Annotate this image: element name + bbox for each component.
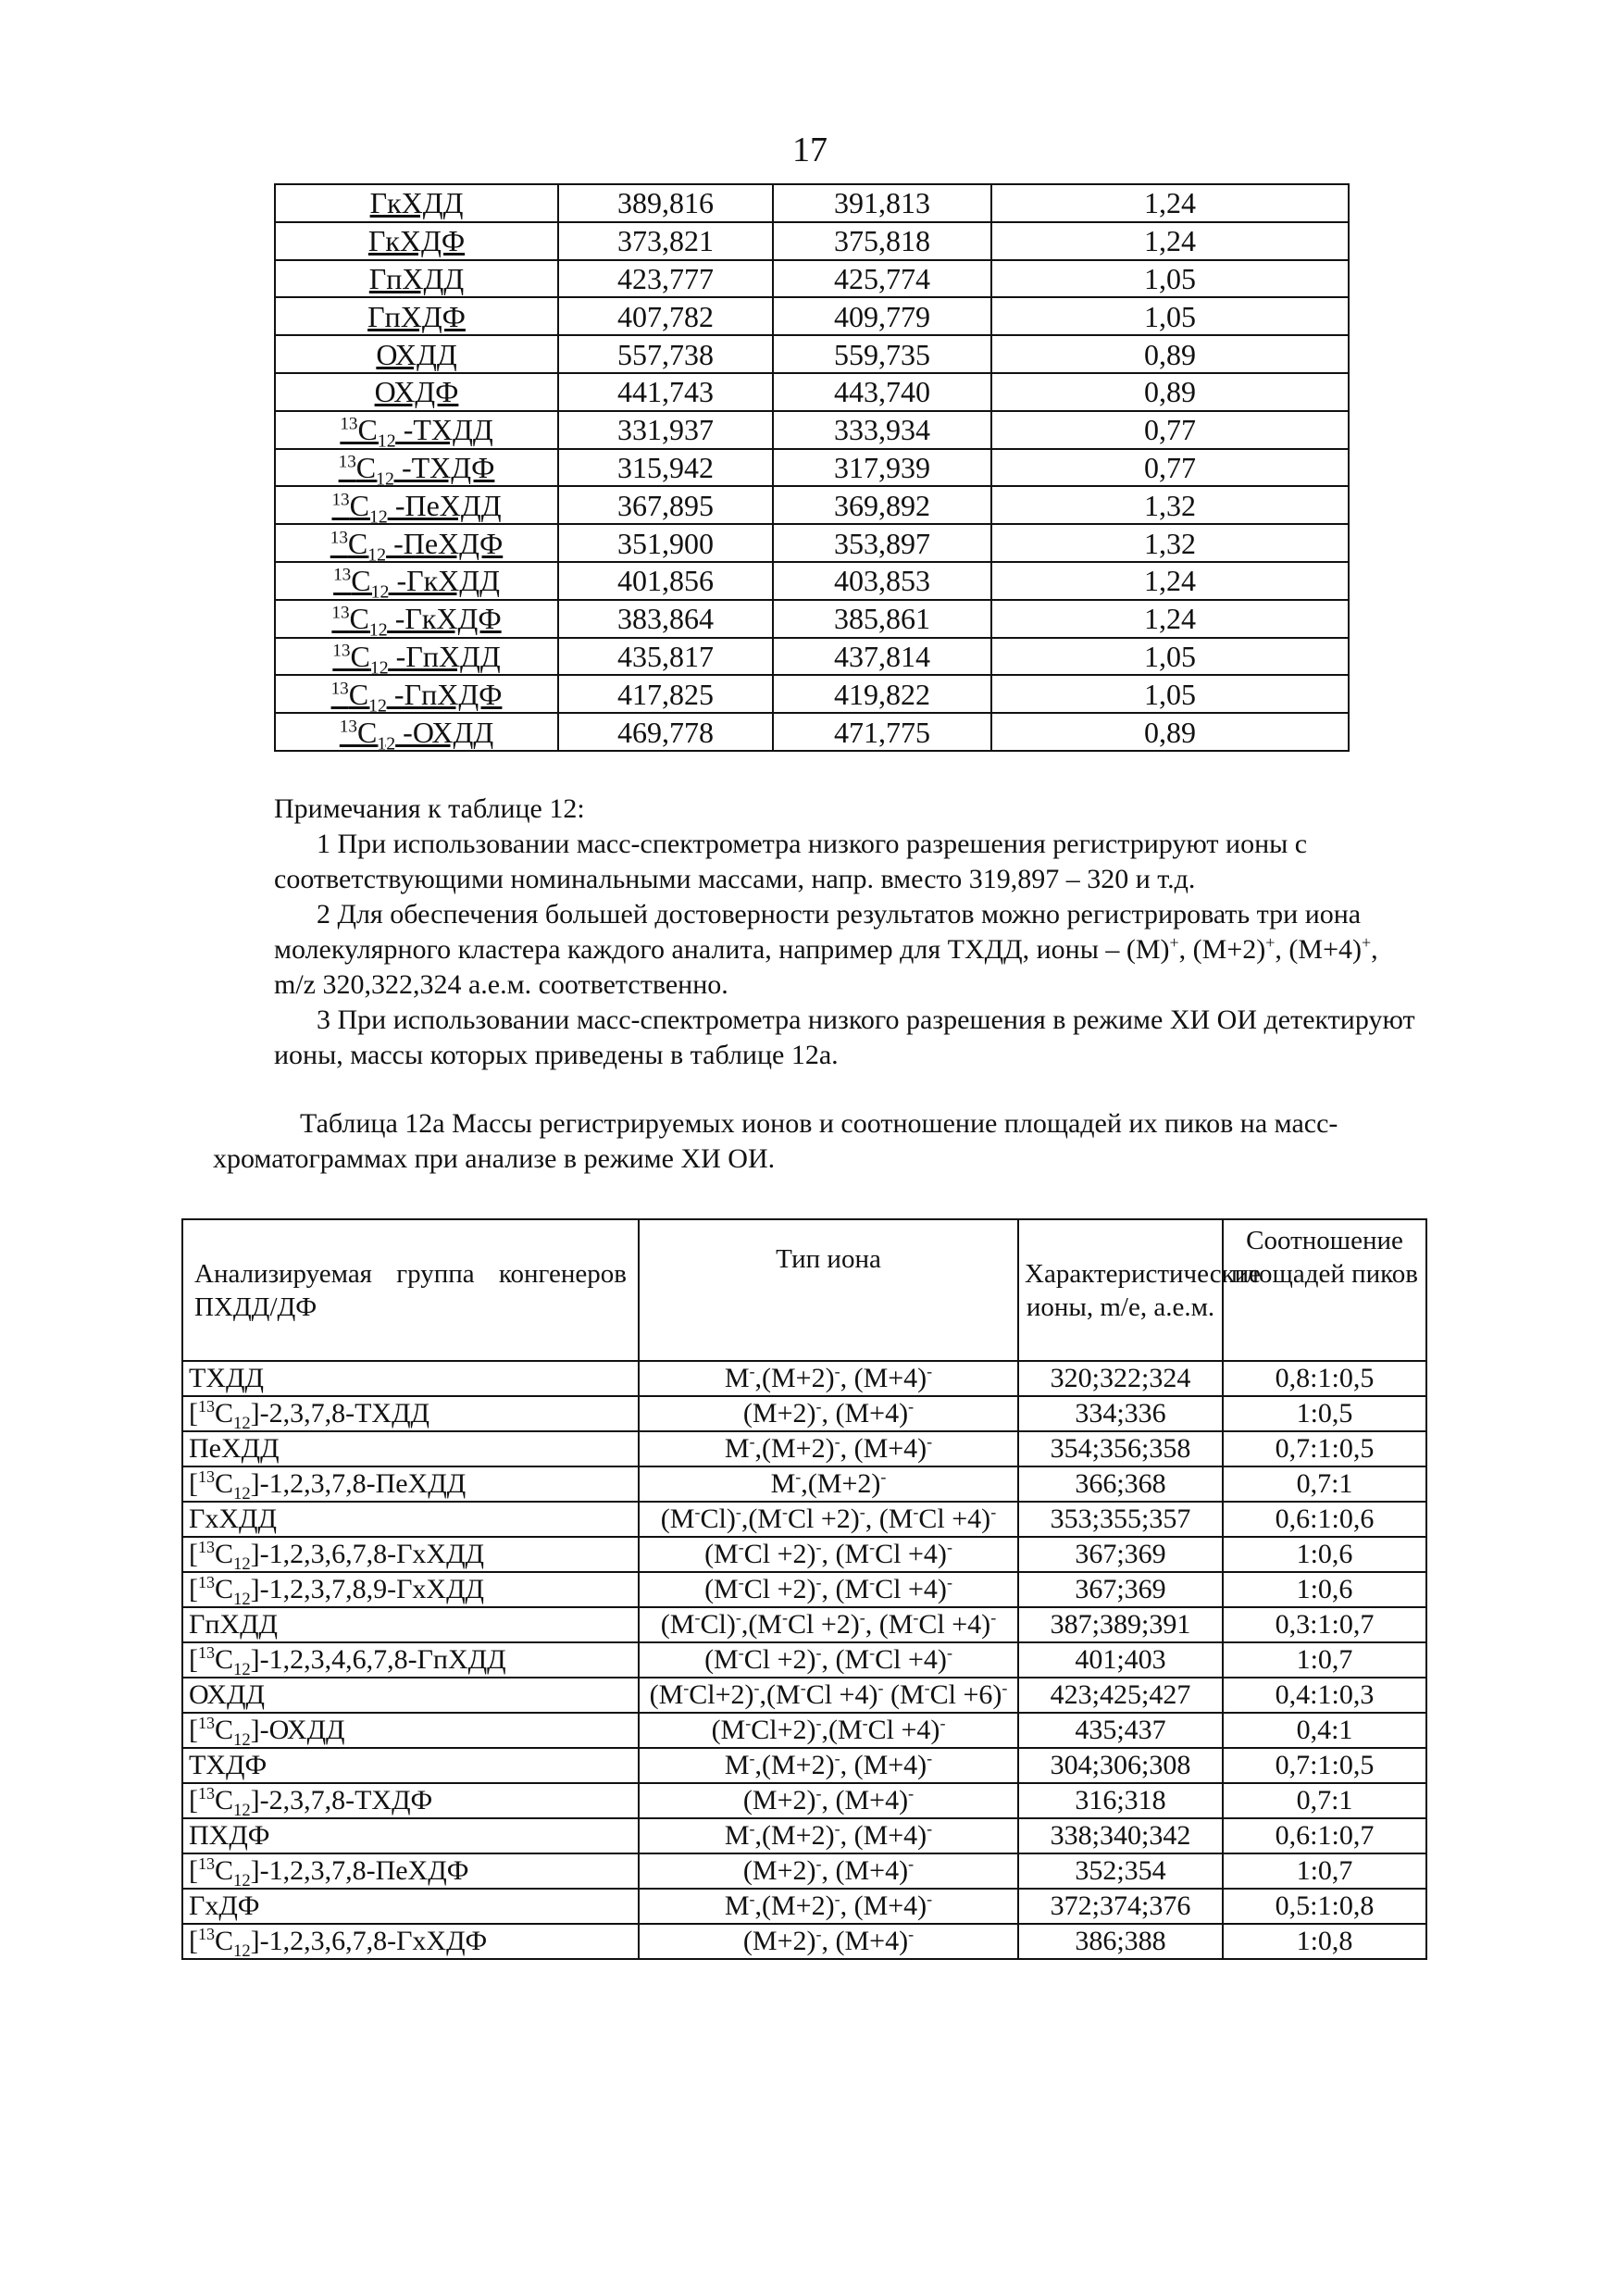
congener-group: $[^{13}C_{12}]-2,3,7,8$-ТХДД xyxy=(182,1396,639,1431)
characteristic-ions: 304;306;308 xyxy=(1018,1748,1223,1783)
mass-2: 409,779 xyxy=(773,297,991,335)
peak-area-ratio: 1:0,8 xyxy=(1223,1924,1426,1959)
mass-1: 417,825 xyxy=(558,675,773,713)
table-row xyxy=(275,411,1349,449)
mass-2: 443,740 xyxy=(773,373,991,411)
table-row xyxy=(182,1642,1426,1678)
characteristic-ions: 367;369 xyxy=(1018,1537,1223,1572)
mass-table-12a xyxy=(181,1218,1427,1960)
compound-name: $^{13}C_{12}$ -ГпХДФ xyxy=(275,675,558,713)
ratio: 1,24 xyxy=(991,600,1349,638)
characteristic-ions: 401;403 xyxy=(1018,1642,1223,1678)
table-row xyxy=(275,335,1349,373)
compound-name: ГпХДФ xyxy=(275,297,558,335)
table-row xyxy=(182,1537,1426,1572)
congener-group: $[^{13}C_{12}]-1,2,3,7,8$-ПеХДФ xyxy=(182,1853,639,1889)
peak-area-ratio: 0,6:1:0,7 xyxy=(1223,1818,1426,1853)
congener-group: ГхДФ xyxy=(182,1889,639,1924)
ratio: 1,05 xyxy=(991,675,1349,713)
table-row xyxy=(182,1431,1426,1466)
ratio: 0,89 xyxy=(991,713,1349,751)
congener-group: ПеХДД xyxy=(182,1431,639,1466)
ion-type: (M-Cl)-,(M-Cl +2)-, (M-Cl +4)- xyxy=(639,1607,1018,1642)
table-row xyxy=(182,1924,1426,1959)
characteristic-ions: 320;322;324 xyxy=(1018,1361,1223,1396)
mass-1: 383,864 xyxy=(558,600,773,638)
peak-area-ratio: 0,7:1:0,5 xyxy=(1223,1748,1426,1783)
mass-2: 333,934 xyxy=(773,411,991,449)
header-masses: Характеристические ионы, m/e, а.е.м. xyxy=(1018,1219,1223,1361)
mass-table-12-continuation xyxy=(274,183,1350,752)
ion-type: (M+2)-, (M+4)- xyxy=(639,1396,1018,1431)
ratio: 1,32 xyxy=(991,524,1349,562)
ion-type: (M-Cl+2)-,(M-Cl +4)- (M-Cl +6)- xyxy=(639,1678,1018,1713)
mass-2: 437,814 xyxy=(773,638,991,676)
note-2: 2 Для обеспечения большей достоверности результатов можно регистрировать три иона молекулярного кластера каждого аналита, например для ТХДД, ионы – (M)+, (M+2)+, (M+4)+, m/z 320,322,324 а.е.м. соответственно. xyxy=(274,899,1378,1000)
compound-name: $^{13}C_{12}$ -ПеХДФ xyxy=(275,524,558,562)
peak-area-ratio: 1:0,7 xyxy=(1223,1642,1426,1678)
compound-name: ОХДФ xyxy=(275,373,558,411)
mass-2: 317,939 xyxy=(773,449,991,487)
peak-area-ratio: 1:0,5 xyxy=(1223,1396,1426,1431)
congener-group: ГхХДД xyxy=(182,1502,639,1537)
mass-2: 385,861 xyxy=(773,600,991,638)
table-row xyxy=(275,260,1349,298)
mass-1: 423,777 xyxy=(558,260,773,298)
peak-area-ratio: 0,7:1 xyxy=(1223,1466,1426,1502)
compound-name: $^{13}C_{12}$ -ОХДД xyxy=(275,713,558,751)
ratio: 1,05 xyxy=(991,297,1349,335)
mass-2: 375,818 xyxy=(773,222,991,260)
ion-type: (M+2)-, (M+4)- xyxy=(639,1853,1018,1889)
compound-name: $^{13}C_{12}$ -ГкХДД xyxy=(275,562,558,600)
ion-type: M-,(M+2)-, (M+4)- xyxy=(639,1889,1018,1924)
characteristic-ions: 386;388 xyxy=(1018,1924,1223,1959)
characteristic-ions: 338;340;342 xyxy=(1018,1818,1223,1853)
ratio: 1,05 xyxy=(991,260,1349,298)
peak-area-ratio: 0,5:1:0,8 xyxy=(1223,1889,1426,1924)
ion-type: M-,(M+2)-, (M+4)- xyxy=(639,1361,1018,1396)
ion-type: (M-Cl)-,(M-Cl +2)-, (M-Cl +4)- xyxy=(639,1502,1018,1537)
mass-1: 315,942 xyxy=(558,449,773,487)
mass-1: 407,782 xyxy=(558,297,773,335)
table-row xyxy=(182,1783,1426,1818)
table-row xyxy=(275,713,1349,751)
ion-type: M-,(M+2)-, (M+4)- xyxy=(639,1748,1018,1783)
compound-name: $^{13}C_{12}$ -ПеХДД xyxy=(275,486,558,524)
mass-2: 369,892 xyxy=(773,486,991,524)
table-row xyxy=(182,1361,1426,1396)
ratio: 0,89 xyxy=(991,335,1349,373)
peak-area-ratio: 0,4:1 xyxy=(1223,1713,1426,1748)
characteristic-ions: 372;374;376 xyxy=(1018,1889,1223,1924)
table-row xyxy=(182,1502,1426,1537)
table-row xyxy=(275,222,1349,260)
peak-area-ratio: 1:0,6 xyxy=(1223,1537,1426,1572)
page-number: 17 xyxy=(792,131,828,169)
mass-2: 559,735 xyxy=(773,335,991,373)
table-row xyxy=(275,524,1349,562)
table-notes xyxy=(274,792,1422,1073)
congener-group: $[^{13}C_{12}]$-ОХДД xyxy=(182,1713,639,1748)
mass-2: 403,853 xyxy=(773,562,991,600)
congener-group: $[^{13}C_{12}]-1,2,3,7,8,9$-ГхХДД xyxy=(182,1572,639,1607)
congener-group: ТХДФ xyxy=(182,1748,639,1783)
table-row xyxy=(182,1466,1426,1502)
ion-type: M-,(M+2)-, (M+4)- xyxy=(639,1431,1018,1466)
compound-name: ГкХДФ xyxy=(275,222,558,260)
peak-area-ratio: 1:0,6 xyxy=(1223,1572,1426,1607)
characteristic-ions: 423;425;427 xyxy=(1018,1678,1223,1713)
characteristic-ions: 352;354 xyxy=(1018,1853,1223,1889)
characteristic-ions: 316;318 xyxy=(1018,1783,1223,1818)
mass-1: 435,817 xyxy=(558,638,773,676)
ion-type: (M+2)-, (M+4)- xyxy=(639,1924,1018,1959)
mass-1: 469,778 xyxy=(558,713,773,751)
compound-name: $^{13}C_{12}$ -ГпХДД xyxy=(275,638,558,676)
characteristic-ions: 435;437 xyxy=(1018,1713,1223,1748)
table-row xyxy=(182,1713,1426,1748)
table-row xyxy=(182,1818,1426,1853)
table-row xyxy=(275,184,1349,222)
ratio: 0,77 xyxy=(991,411,1349,449)
header-ratio: Соотношение площадей пиков xyxy=(1223,1219,1426,1361)
compound-name: $^{13}C_{12}$ -ТХДФ xyxy=(275,449,558,487)
table-row xyxy=(275,600,1349,638)
table-12a-caption: Таблица 12а Массы регистрируемых ионов и соотношение площадей их пиков на масс-хроматограммах при анализе в режиме ХИ ОИ. xyxy=(213,1108,1338,1174)
ion-type: M-,(M+2)- xyxy=(639,1466,1018,1502)
note-1: 1 При использовании масс-спектрометра низкого разрешения регистрируют ионы с соответствующими номинальными массами, напр. вместо 319,897 – 320 и т.д. xyxy=(274,829,1308,894)
ratio: 1,24 xyxy=(991,184,1349,222)
ratio: 1,24 xyxy=(991,562,1349,600)
compound-name: ГкХДД xyxy=(275,184,558,222)
mass-1: 401,856 xyxy=(558,562,773,600)
ratio: 1,24 xyxy=(991,222,1349,260)
peak-area-ratio: 0,7:1:0,5 xyxy=(1223,1431,1426,1466)
peak-area-ratio: 0,6:1:0,6 xyxy=(1223,1502,1426,1537)
ion-type: M-,(M+2)-, (M+4)- xyxy=(639,1818,1018,1853)
table-row xyxy=(275,675,1349,713)
ion-type: (M-Cl +2)-, (M-Cl +4)- xyxy=(639,1572,1018,1607)
characteristic-ions: 334;336 xyxy=(1018,1396,1223,1431)
ion-type: (M+2)-, (M+4)- xyxy=(639,1783,1018,1818)
congener-group: $[^{13}C_{12}]-1,2,3,6,7,8$-ГхХДД xyxy=(182,1537,639,1572)
mass-2: 425,774 xyxy=(773,260,991,298)
peak-area-ratio: 1:0,7 xyxy=(1223,1853,1426,1889)
table-row xyxy=(275,638,1349,676)
congener-group: ПХДФ xyxy=(182,1818,639,1853)
ratio: 0,89 xyxy=(991,373,1349,411)
congener-group: $[^{13}C_{12}]-1,2,3,4,6,7,8$-ГпХДД xyxy=(182,1642,639,1678)
table-row xyxy=(275,562,1349,600)
mass-1: 557,738 xyxy=(558,335,773,373)
ion-type: (M-Cl+2)-,(M-Cl +4)- xyxy=(639,1713,1018,1748)
table-row xyxy=(182,1748,1426,1783)
table-row xyxy=(275,449,1349,487)
table-row xyxy=(182,1572,1426,1607)
compound-name: $^{13}C_{12}$ -ТХДД xyxy=(275,411,558,449)
notes-title: Примечания к таблице 12: xyxy=(274,793,585,824)
mass-1: 389,816 xyxy=(558,184,773,222)
congener-group: ТХДД xyxy=(182,1361,639,1396)
ratio: 1,32 xyxy=(991,486,1349,524)
peak-area-ratio: 0,8:1:0,5 xyxy=(1223,1361,1426,1396)
congener-group: $[^{13}C_{12}]-2,3,7,8$-ТХДФ xyxy=(182,1783,639,1818)
ratio: 1,05 xyxy=(991,638,1349,676)
mass-1: 331,937 xyxy=(558,411,773,449)
table-row xyxy=(182,1889,1426,1924)
note-3: 3 При использовании масс-спектрометра низкого разрешения в режиме ХИ ОИ детектируют ионы, массы которых приведены в таблице 12а. xyxy=(274,1004,1415,1070)
ratio: 0,77 xyxy=(991,449,1349,487)
mass-2: 391,813 xyxy=(773,184,991,222)
characteristic-ions: 354;356;358 xyxy=(1018,1431,1223,1466)
table-row xyxy=(182,1853,1426,1889)
characteristic-ions: 353;355;357 xyxy=(1018,1502,1223,1537)
compound-name: $^{13}C_{12}$ -ГкХДФ xyxy=(275,600,558,638)
table-row xyxy=(182,1396,1426,1431)
congener-group: ГпХДД xyxy=(182,1607,639,1642)
characteristic-ions: 366;368 xyxy=(1018,1466,1223,1502)
mass-2: 353,897 xyxy=(773,524,991,562)
compound-name: ГпХДД xyxy=(275,260,558,298)
table-row xyxy=(275,486,1349,524)
mass-2: 471,775 xyxy=(773,713,991,751)
mass-1: 367,895 xyxy=(558,486,773,524)
compound-name: ОХДД xyxy=(275,335,558,373)
header-ion-type: Тип иона xyxy=(639,1219,1018,1361)
table-row xyxy=(182,1678,1426,1713)
mass-1: 351,900 xyxy=(558,524,773,562)
congener-group: $[^{13}C_{12}]-1,2,3,7,8$-ПеХДД xyxy=(182,1466,639,1502)
header-group: Анализируемая группа конгенеров ПХДД/ДФ xyxy=(182,1219,639,1361)
peak-area-ratio: 0,3:1:0,7 xyxy=(1223,1607,1426,1642)
ion-type: (M-Cl +2)-, (M-Cl +4)- xyxy=(639,1537,1018,1572)
mass-1: 441,743 xyxy=(558,373,773,411)
congener-group: ОХДД xyxy=(182,1678,639,1713)
table-row xyxy=(275,297,1349,335)
table-row xyxy=(275,373,1349,411)
peak-area-ratio: 0,4:1:0,3 xyxy=(1223,1678,1426,1713)
peak-area-ratio: 0,7:1 xyxy=(1223,1783,1426,1818)
characteristic-ions: 387;389;391 xyxy=(1018,1607,1223,1642)
congener-group: $[^{13}C_{12}]-1,2,3,6,7,8$-ГхХДФ xyxy=(182,1924,639,1959)
characteristic-ions: 367;369 xyxy=(1018,1572,1223,1607)
mass-2: 419,822 xyxy=(773,675,991,713)
table-row xyxy=(182,1607,1426,1642)
mass-1: 373,821 xyxy=(558,222,773,260)
ion-type: (M-Cl +2)-, (M-Cl +4)- xyxy=(639,1642,1018,1678)
